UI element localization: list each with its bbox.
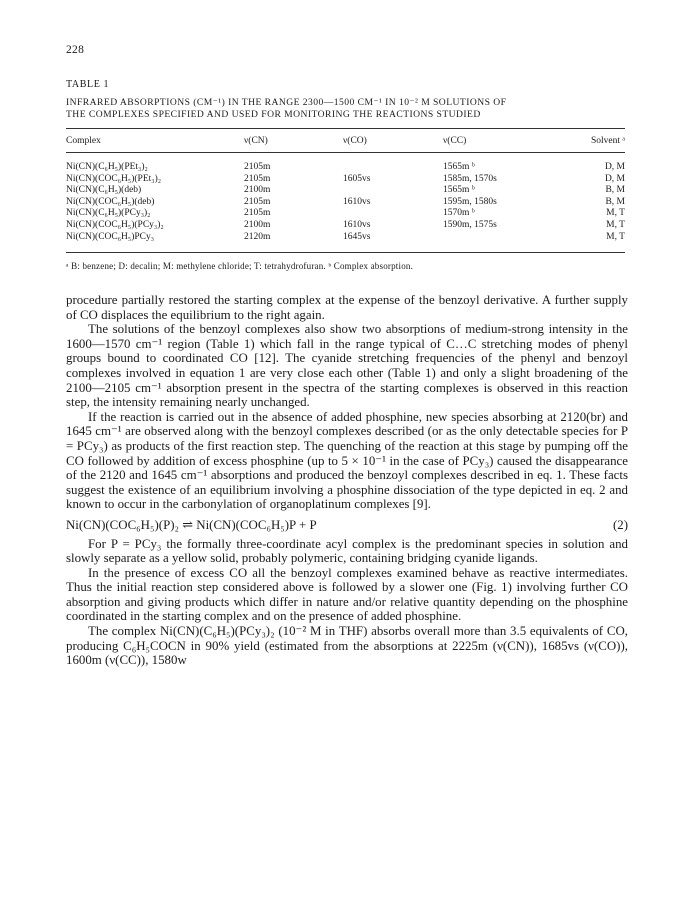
- paragraph: For P = PCy₃ the formally three-coordinate acyl complex is the predominant species in solution and slowly separate as a yellow solid, probably polymeric, containing bridging cyanide ligands.: [66, 536, 628, 566]
- cell-solvent: D, M: [604, 162, 625, 172]
- cell-solvent: D, M: [604, 173, 625, 184]
- cell-complex: Ni(CN)(C₆H₅)(PEt₃)₂: [66, 162, 148, 172]
- cell-nu-cn: 2100m: [244, 220, 271, 230]
- cell-solvent: M, T: [606, 220, 625, 230]
- table-caption-line-2: THE COMPLEXES SPECIFIED AND USED FOR MONITORING THE REACTIONS STUDIED: [66, 109, 481, 120]
- cell-nu-co: 1610vs: [343, 196, 371, 207]
- paragraph: If the reaction is carried out in the absence of added phosphine, new species absorbing at 2120(br) and 1645 cm⁻¹ are observed along with the benzoyl complexes described (or as the only detectable species for P = PCy₃) as products of the first reaction step. The quenching of the reaction at this stage by pumping off the CO followed by addition of excess phosphine (up to 5 × 10⁻¹ in the case of PCy₃) caused the disappearance of the 2120 and 1645 cm⁻¹ absorptions and produced the benzoyl complexes described in eq. 1. These facts suggest the existence of an equilibrium involving a phosphine dissociation of the type depicted in eq. 2 and known to occur in the carbonylation of organoplatinum complexes [9].: [66, 409, 628, 512]
- header-complex: Complex: [66, 136, 101, 146]
- table-row: [66, 232, 625, 244]
- cell-complex: Ni(CN)(C₆H₅)(PCy₃)₂: [66, 208, 151, 219]
- cell-nu-cc: 1570m ᵇ: [443, 208, 475, 219]
- table-bottom-rule: [66, 252, 625, 253]
- cell-nu-cc: 1595m, 1580s: [443, 196, 497, 207]
- page-number: 228: [66, 44, 85, 56]
- paragraph: The solutions of the benzoyl complexes also show two absorptions of medium-strong intensity in the 1600—1570 cm⁻¹ region (Table 1) which fall in the range typical of C…C stretching modes of phenyl groups bound to coordinated CO [12]. The cyanide stretching frequencies of the phenyl and benzoyl complexes involved in equation 1 are very close each other (Table 1) and only a slight broadening of the 2100—2105 cm⁻¹ absorption present in the spectra of the starting complexes is observed in this reaction step, the intensity remaining nearly unchanged.: [66, 322, 628, 410]
- cell-complex: Ni(CN)(COC₆H₅)(PCy₃)₂: [66, 220, 164, 230]
- header-nu-cn: ν(CN): [244, 136, 268, 146]
- table-top-rule: [66, 128, 625, 129]
- equation: [66, 518, 628, 533]
- header-nu-cc: ν(CC): [443, 136, 467, 146]
- table-row: [66, 162, 625, 174]
- cell-nu-cn: 2105m: [244, 162, 271, 172]
- header-solvent: Solvent ᵃ: [590, 136, 625, 146]
- table-label: TABLE 1: [66, 79, 110, 90]
- cell-nu-co: 1645vs: [343, 231, 371, 242]
- header-nu-co: ν(CO): [343, 136, 367, 146]
- cell-complex: Ni(CN)(COC₆H₅)(PEt₃)₂: [66, 173, 162, 184]
- table-row: [66, 208, 625, 220]
- cell-complex: Ni(CN)(C₆H₅)(deb): [66, 185, 142, 196]
- cell-nu-cc: 1565m ᵇ: [443, 162, 475, 172]
- cell-nu-cc: 1590m, 1575s: [443, 220, 497, 230]
- table-row: [66, 197, 625, 209]
- table-caption: [66, 97, 626, 121]
- cell-nu-cn: 2105m: [244, 196, 271, 207]
- table-header-rule: [66, 152, 625, 153]
- paragraph: In the presence of excess CO all the benzoyl complexes examined behave as reactive intermediates. Thus the initial reaction step considered above is followed by a slower one (Fig. 1) involving further CO absorption and giving products which differ in nature and/or relative quantity depending on the phosphine coordinated in the starting complex and on the presence of added phosphine.: [66, 565, 628, 624]
- body-text: [66, 293, 628, 668]
- equation-text: Ni(CN)(COC₆H₅)(P)₂ ⇌ Ni(CN)(COC₆H₅)P + P: [66, 517, 317, 532]
- paragraph: The complex Ni(CN)(C₆H₅)(PCy₃)₂ (10⁻² M in THF) absorbs overall more than 3.5 equivalents of CO, producing C₆H₅COCN in 90% yield (estimated from the absorptions at 2225m (ν(CN)), 1685vs (ν(CO)), 1600m (ν(CC)), 1580w: [66, 624, 628, 668]
- cell-solvent: M, T: [606, 231, 625, 242]
- table-row: [66, 185, 625, 197]
- cell-nu-co: 1610vs: [343, 220, 371, 230]
- cell-nu-cc: 1585m, 1570s: [443, 173, 497, 184]
- cell-complex: Ni(CN)(COC₆H₅)PCy₃: [66, 231, 155, 242]
- table-row: [66, 220, 625, 232]
- table-footnote: ᵃ B: benzene; D: decalin; M: methylene chloride; T: tetrahydrofuran. ᵇ Complex absorption.: [66, 261, 414, 271]
- table-caption-line-1: INFRARED ABSORPTIONS (CM⁻¹) IN THE RANGE 2300—1500 CM⁻¹ IN 10⁻² M SOLUTIONS OF: [66, 97, 507, 108]
- cell-nu-co: 1605vs: [343, 173, 371, 184]
- cell-nu-cn: 2105m: [244, 208, 271, 219]
- cell-solvent: B, M: [605, 196, 625, 207]
- paragraph: procedure partially restored the starting complex at the expense of the benzoyl derivative. A further supply of CO displaces the equilibrium to the right again.: [66, 293, 628, 322]
- cell-nu-cc: 1565m ᵇ: [443, 185, 475, 196]
- cell-solvent: B, M: [605, 185, 625, 196]
- cell-nu-cn: 2120m: [244, 231, 271, 242]
- cell-nu-cn: 2100m: [244, 185, 271, 196]
- equation-number: (2): [612, 517, 628, 532]
- cell-nu-cn: 2105m: [244, 173, 271, 184]
- cell-solvent: M, T: [606, 208, 625, 219]
- table-row: [66, 174, 625, 186]
- cell-complex: Ni(CN)(COC₆H₅)(deb): [66, 196, 155, 207]
